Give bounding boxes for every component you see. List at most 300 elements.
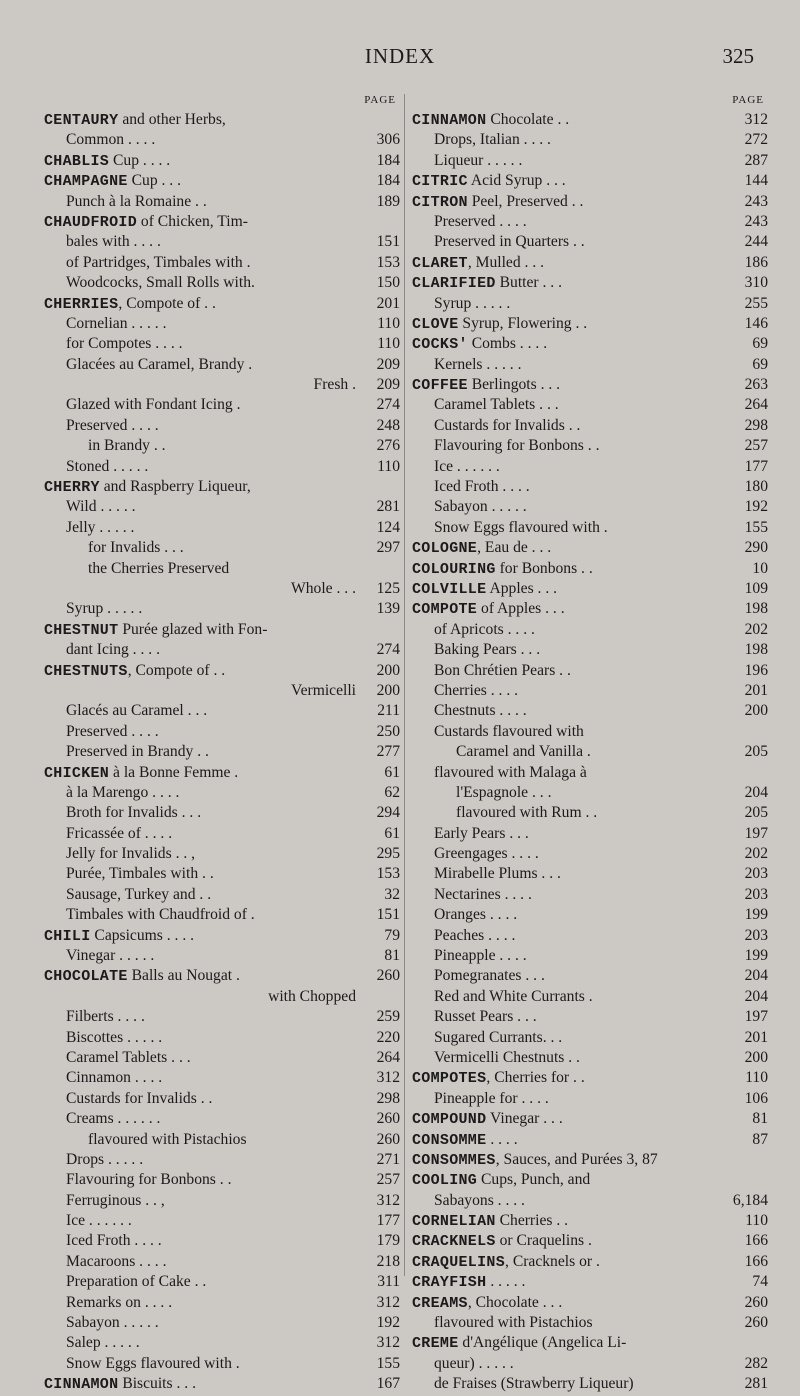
entry-page-number: 110: [745, 1069, 768, 1087]
entry-text: [456, 783, 552, 803]
entry-keyword: CITRIC: [412, 173, 468, 191]
entry-description: Iced Froth . . . .: [66, 1232, 162, 1250]
entry-text: [291, 681, 356, 701]
index-column-right: [412, 92, 768, 1395]
entry-keyword: CHILI: [44, 927, 91, 945]
index-entry: [412, 1130, 768, 1150]
entry-page-number: 310: [744, 274, 768, 292]
entry-description: à la Marengo . . . .: [66, 783, 180, 801]
index-entry: [412, 844, 768, 864]
entry-text: [66, 824, 172, 844]
index-entry: [44, 334, 400, 354]
entry-description: Sausage, Turkey and . .: [66, 885, 212, 903]
entry-description: Creams . . . . . .: [66, 1110, 161, 1128]
entry-text: [434, 763, 587, 783]
index-entry: [412, 1048, 768, 1068]
entry-text: [412, 1272, 525, 1293]
index-entry: [412, 1068, 768, 1088]
entry-page-number: 257: [744, 437, 768, 455]
entry-text: [412, 1252, 600, 1273]
index-entry: [44, 1089, 400, 1109]
index-entry: [44, 1252, 400, 1272]
entry-text: [412, 1068, 585, 1089]
index-entry: [44, 1374, 400, 1394]
index-entry: [44, 1231, 400, 1251]
entry-page-number: 81: [752, 1110, 768, 1128]
entry-keyword: COOLING: [412, 1172, 478, 1190]
index-entry: [44, 355, 400, 375]
entry-description: Mirabelle Plums . . .: [434, 865, 561, 883]
index-entry: [44, 1272, 400, 1292]
entry-page-number: 203: [744, 885, 768, 903]
entry-keyword: COMPOTE: [412, 601, 478, 619]
entry-page-number: 257: [376, 1171, 400, 1189]
entry-text: [434, 946, 527, 966]
entry-description: Pomegranates . . .: [434, 967, 545, 985]
entry-text: [66, 803, 201, 823]
entry-description: Cornelian . . . . .: [66, 314, 167, 332]
entry-text: [66, 885, 211, 905]
entry-text: [434, 701, 527, 721]
index-entry: [412, 1089, 768, 1109]
entry-page-number: 298: [744, 416, 768, 434]
entry-text: [434, 497, 527, 517]
index-entry: [412, 212, 768, 232]
entry-text: [434, 1191, 525, 1211]
entry-text: [44, 763, 238, 784]
entry-description: Common . . . .: [66, 131, 156, 149]
index-entry: [44, 273, 400, 293]
page-number: 325: [722, 44, 754, 68]
entry-description: Ice . . . . . .: [434, 457, 500, 475]
entry-description: Biscuits . . .: [118, 1375, 196, 1393]
index-entry: [412, 232, 768, 252]
entry-description: Vinegar . . . . .: [66, 947, 155, 965]
index-entry: [44, 416, 400, 436]
index-entry: [412, 1191, 768, 1211]
entry-page-number: 204: [744, 967, 768, 985]
index-entry: [412, 151, 768, 171]
entry-text: [66, 192, 207, 212]
index-entry: [44, 1191, 400, 1211]
entry-description: and Raspberry Liqueur,: [99, 478, 251, 496]
entry-description: Sugared Currants. . .: [434, 1028, 563, 1046]
entry-page-number: 202: [744, 620, 768, 638]
entry-page-number: 243: [744, 192, 768, 210]
entry-description: Flavouring for Bonbons . .: [66, 1171, 232, 1189]
entry-page-number: 87: [752, 1130, 768, 1148]
entry-description: of Chicken, Tim-: [137, 212, 248, 230]
index-entry: [412, 477, 768, 497]
entry-keyword: CRACKNELS: [412, 1233, 496, 1251]
entry-page-number: 264: [744, 396, 768, 414]
entry-page-number: 287: [744, 151, 768, 169]
entry-page-number: 297: [376, 539, 400, 557]
entry-text: [434, 1089, 549, 1109]
entry-page-number: 259: [376, 1008, 400, 1026]
index-entry: [44, 905, 400, 925]
index-entry: [44, 1150, 400, 1170]
entry-text: [434, 518, 608, 538]
entry-page-number: 10: [752, 559, 768, 577]
entry-description: l'Espagnole . . .: [456, 783, 552, 801]
entry-page-number: 69: [752, 355, 768, 373]
entry-text: [434, 722, 584, 742]
entry-description: Capsicums . . . .: [90, 926, 195, 944]
entry-text: [66, 701, 207, 721]
index-entry: [44, 640, 400, 660]
entry-page-number: 200: [376, 681, 400, 699]
entry-description: Vinegar . . .: [486, 1110, 563, 1128]
entry-keyword: CRAYFISH: [412, 1274, 487, 1292]
index-entry: [44, 742, 400, 762]
index-entry: [44, 497, 400, 517]
entry-page-number: 61: [384, 763, 400, 781]
entry-page-number: 281: [744, 1375, 768, 1393]
entry-description: with Chopped: [268, 987, 356, 1005]
entry-description: dant Icing . . . .: [66, 641, 160, 659]
entry-text: [434, 151, 522, 171]
index-entry: [44, 436, 400, 456]
entry-description: Glacés au Caramel . . .: [66, 702, 208, 720]
index-entry: [412, 1109, 768, 1129]
entry-page-number: 155: [376, 1354, 400, 1372]
entry-text: [66, 232, 161, 252]
entry-description: Flavouring for Bonbons . .: [434, 437, 600, 455]
entry-text: [412, 1333, 626, 1354]
entry-text: [66, 273, 255, 293]
entry-description: , Cherries for . .: [486, 1069, 585, 1087]
entry-page-number: 260: [376, 1110, 400, 1128]
index-entry: [44, 1028, 400, 1048]
entry-text: [66, 395, 241, 415]
entry-page-number: 110: [377, 335, 400, 353]
entry-description: Syrup . . . . .: [66, 600, 143, 618]
entry-text: [66, 1293, 172, 1313]
column-divider: [404, 94, 405, 1276]
entry-text: [434, 885, 532, 905]
entry-page-number: 263: [744, 376, 768, 394]
entry-keyword: COMPOUND: [412, 1111, 487, 1129]
entry-page-number: 110: [745, 1212, 768, 1230]
index-entry: [44, 110, 400, 130]
entry-description: , Compote of . .: [118, 294, 216, 312]
entry-description: Apples . . .: [486, 579, 558, 597]
entry-description: Syrup . . . . .: [434, 294, 511, 312]
entry-text: [291, 579, 356, 599]
entry-description: Broth for Invalids . . .: [66, 804, 202, 822]
index-entry: [44, 130, 400, 150]
entry-text: [66, 1170, 231, 1190]
entry-description: Butter . . .: [495, 274, 562, 292]
entry-text: [434, 355, 521, 375]
entry-keyword: CHABLIS: [44, 152, 110, 170]
entry-page-number: 32: [384, 885, 400, 903]
entry-keyword: CLARIFIED: [412, 275, 496, 293]
entry-description: Stoned . . . . .: [66, 457, 149, 475]
index-entry: [412, 926, 768, 946]
index-entry: [412, 1293, 768, 1313]
entry-description: Purée glazed with Fon-: [118, 620, 268, 638]
entry-page-number: 167: [376, 1375, 400, 1393]
entry-page-number: 306: [376, 131, 400, 149]
entry-text: [434, 905, 517, 925]
entry-page-number: 203: [744, 865, 768, 883]
entry-text: [66, 416, 159, 436]
entry-description: flavoured with Pistachios: [88, 1130, 247, 1148]
entry-text: [412, 1150, 658, 1171]
entry-description: Remarks on . . . .: [66, 1293, 173, 1311]
entry-text: [412, 538, 551, 559]
entry-page-number: 186: [744, 253, 768, 271]
index-entry: [412, 1313, 768, 1333]
index-entry: [412, 416, 768, 436]
entry-page-number: 184: [376, 172, 400, 190]
entry-description: de Fraises (Strawberry Liqueur): [434, 1375, 634, 1393]
entry-text: [434, 966, 545, 986]
index-entry: [44, 783, 400, 803]
index-entry: [412, 783, 768, 803]
index-entry: [44, 294, 400, 314]
entry-page-number: 151: [376, 906, 400, 924]
entry-page-number: 74: [752, 1273, 768, 1291]
index-entry: [44, 1211, 400, 1231]
index-entry: [44, 1333, 400, 1353]
entry-description: flavoured with Malaga à: [434, 763, 587, 781]
entry-page-number: 220: [376, 1028, 400, 1046]
index-entry: [412, 803, 768, 823]
index-entry: [412, 681, 768, 701]
index-entry: [44, 1170, 400, 1190]
entry-text: [66, 1150, 143, 1170]
entry-text: [66, 253, 251, 273]
entry-description: Wild . . . . .: [66, 498, 136, 516]
index-entry: [44, 375, 400, 395]
entry-page-number: 110: [377, 457, 400, 475]
entry-page-number: 155: [744, 518, 768, 536]
entry-text: [88, 559, 229, 579]
entry-description: Macaroons . . . .: [66, 1252, 167, 1270]
entry-description: Snow Eggs flavoured with .: [434, 518, 608, 536]
entry-description: Drops, Italian . . . .: [434, 131, 551, 149]
entry-text: [456, 803, 597, 823]
index-entry: [412, 1150, 768, 1170]
entry-description: and other Herbs,: [118, 111, 226, 128]
entry-text: [434, 620, 535, 640]
entry-description: , Cracknels or .: [505, 1252, 600, 1270]
entry-page-number: 199: [744, 947, 768, 965]
entry-text: [66, 1354, 240, 1374]
index-entry: [412, 497, 768, 517]
entry-keyword: CHAMPAGNE: [44, 173, 128, 191]
entry-description: Custards for Invalids . .: [66, 1089, 213, 1107]
entry-text: [66, 844, 195, 864]
entry-description: Red and White Currants .: [434, 987, 593, 1005]
entry-page-number: 153: [376, 865, 400, 883]
entry-description: , Chocolate . . .: [467, 1293, 563, 1311]
entry-description: Custards for Invalids . .: [434, 416, 581, 434]
entry-text: [412, 253, 544, 274]
entry-page-number: 274: [376, 641, 400, 659]
index-entry: [412, 1231, 768, 1251]
entry-page-number: 312: [376, 1191, 400, 1209]
entry-text: [434, 457, 500, 477]
entry-page-number: 166: [744, 1232, 768, 1250]
index-entry: [44, 701, 400, 721]
entry-page-number: 81: [384, 947, 400, 965]
entry-page-number: 205: [744, 804, 768, 822]
entry-description: Oranges . . . .: [434, 906, 518, 924]
index-entry: [44, 192, 400, 212]
entry-page-number: 218: [376, 1252, 400, 1270]
entry-page-number: 197: [744, 824, 768, 842]
entry-description: Cherries . . . .: [434, 681, 519, 699]
index-entry: [412, 905, 768, 925]
entry-page-number: 276: [376, 437, 400, 455]
index-entry: [44, 171, 400, 191]
entry-description: Preserved in Brandy . .: [66, 743, 209, 761]
entry-text: [66, 1028, 162, 1048]
entry-text: [44, 926, 194, 947]
entry-keyword: CLOVE: [412, 315, 459, 333]
entry-description: Syrup, Flowering . .: [458, 314, 588, 332]
entry-page-number: 139: [376, 600, 400, 618]
entry-description: Biscottes . . . . .: [66, 1028, 163, 1046]
entry-text: [66, 640, 160, 660]
entry-description: Vermicelli Chestnuts . .: [434, 1048, 580, 1066]
entry-keyword: CHOCOLATE: [44, 968, 128, 986]
entry-keyword: CRAQUELINS: [412, 1253, 506, 1271]
entry-description: Chocolate . .: [486, 111, 570, 128]
index-entry: [412, 559, 768, 579]
entry-page-number: 298: [376, 1089, 400, 1107]
index-entry: [44, 946, 400, 966]
entry-description: Glazed with Fondant Icing .: [66, 396, 241, 414]
entry-text: [66, 783, 179, 803]
entry-page-number: 250: [376, 722, 400, 740]
entry-description: Caramel Tablets . . .: [434, 396, 559, 414]
entry-page-number: 264: [376, 1048, 400, 1066]
entry-keyword: CHERRIES: [44, 295, 119, 313]
index-entry: [412, 253, 768, 273]
entry-text: [44, 151, 170, 172]
entry-text: [44, 661, 225, 682]
entry-page-number: 209: [376, 355, 400, 373]
entry-keyword: CINNAMON: [44, 1376, 119, 1394]
entry-page-number: 202: [744, 845, 768, 863]
index-entry: [44, 1048, 400, 1068]
entry-page-number: 272: [744, 131, 768, 149]
entry-text: [88, 436, 166, 456]
entry-description: of Partridges, Timbales with .: [66, 253, 251, 271]
entry-page-number: 312: [376, 1069, 400, 1087]
entry-page-number: 179: [376, 1232, 400, 1250]
entry-text: [412, 1231, 592, 1252]
entry-page-number: 274: [376, 396, 400, 414]
index-entry: [412, 1170, 768, 1190]
entry-keyword: COFFEE: [412, 377, 468, 395]
entry-description: Iced Froth . . . .: [434, 478, 530, 496]
entry-keyword: CLARET: [412, 254, 468, 272]
entry-description: Woodcocks, Small Rolls with.: [66, 274, 255, 292]
index-entry: [44, 966, 400, 986]
entry-page-number: 79: [384, 926, 400, 944]
index-entry: [412, 1354, 768, 1374]
index-entry: [412, 722, 768, 742]
index-entry: [44, 722, 400, 742]
entry-text: [412, 1211, 568, 1232]
entry-page-number: 177: [744, 457, 768, 475]
entry-description: Fricassée of . . . .: [66, 824, 173, 842]
entry-description: Kernels . . . . .: [434, 355, 522, 373]
index-entry: [412, 192, 768, 212]
entry-description: Drops . . . . .: [66, 1150, 144, 1168]
entry-description: Ferruginous . . ,: [66, 1191, 165, 1209]
page-title: INDEX: [364, 44, 436, 68]
index-entry: [412, 1333, 768, 1353]
index-entry: [412, 579, 768, 599]
entry-text: [434, 212, 527, 232]
entry-description: Caramel Tablets . . .: [66, 1048, 191, 1066]
entry-text: [456, 742, 591, 762]
entry-page-number: 260: [744, 1293, 768, 1311]
entry-description: Cups, Punch, and: [477, 1171, 591, 1189]
entry-description: the Cherries Preserved: [88, 559, 230, 577]
entry-page-number: 110: [377, 314, 400, 332]
entry-text: [268, 987, 356, 1007]
entry-text: [434, 926, 515, 946]
index-entry: [44, 1130, 400, 1150]
index-entry: [44, 151, 400, 171]
entry-keyword: COMPOTES: [412, 1070, 487, 1088]
entry-description: Sabayon . . . . .: [434, 498, 527, 516]
entry-page-number: 204: [744, 987, 768, 1005]
entry-text: [434, 824, 529, 844]
index-entry: [44, 232, 400, 252]
entry-text: [412, 192, 583, 213]
entry-text: [66, 518, 134, 538]
entry-page-number: 177: [376, 1212, 400, 1230]
entry-text: [66, 497, 136, 517]
entry-text: [412, 314, 587, 335]
entry-text: [434, 232, 585, 252]
index-entry: [412, 110, 768, 130]
entry-page-number: 146: [744, 314, 768, 332]
entry-text: [434, 1313, 593, 1333]
entry-keyword: CENTAURY: [44, 112, 119, 129]
entry-description: flavoured with Rum . .: [456, 804, 598, 822]
entry-description: Preserved . . . .: [66, 722, 159, 740]
entry-page-number: 125: [376, 579, 400, 597]
entry-keyword: CHESTNUTS: [44, 662, 128, 680]
entry-text: [66, 1048, 191, 1068]
entry-page-number: 192: [376, 1314, 400, 1332]
entry-text: [66, 946, 154, 966]
entry-page-number: 106: [744, 1089, 768, 1107]
entry-description: Fresh .: [313, 376, 356, 394]
index-entry: [412, 355, 768, 375]
entry-page-number: 69: [752, 335, 768, 353]
entry-description: Preserved in Quarters . .: [434, 233, 585, 251]
entry-page-number: 244: [744, 233, 768, 251]
entry-page-number: 312: [744, 111, 768, 128]
index-entry: [412, 314, 768, 334]
entry-text: [314, 375, 356, 395]
index-entry: [44, 477, 400, 497]
entry-text: [66, 742, 209, 762]
entry-text: [66, 1231, 162, 1251]
entry-text: [434, 436, 599, 456]
